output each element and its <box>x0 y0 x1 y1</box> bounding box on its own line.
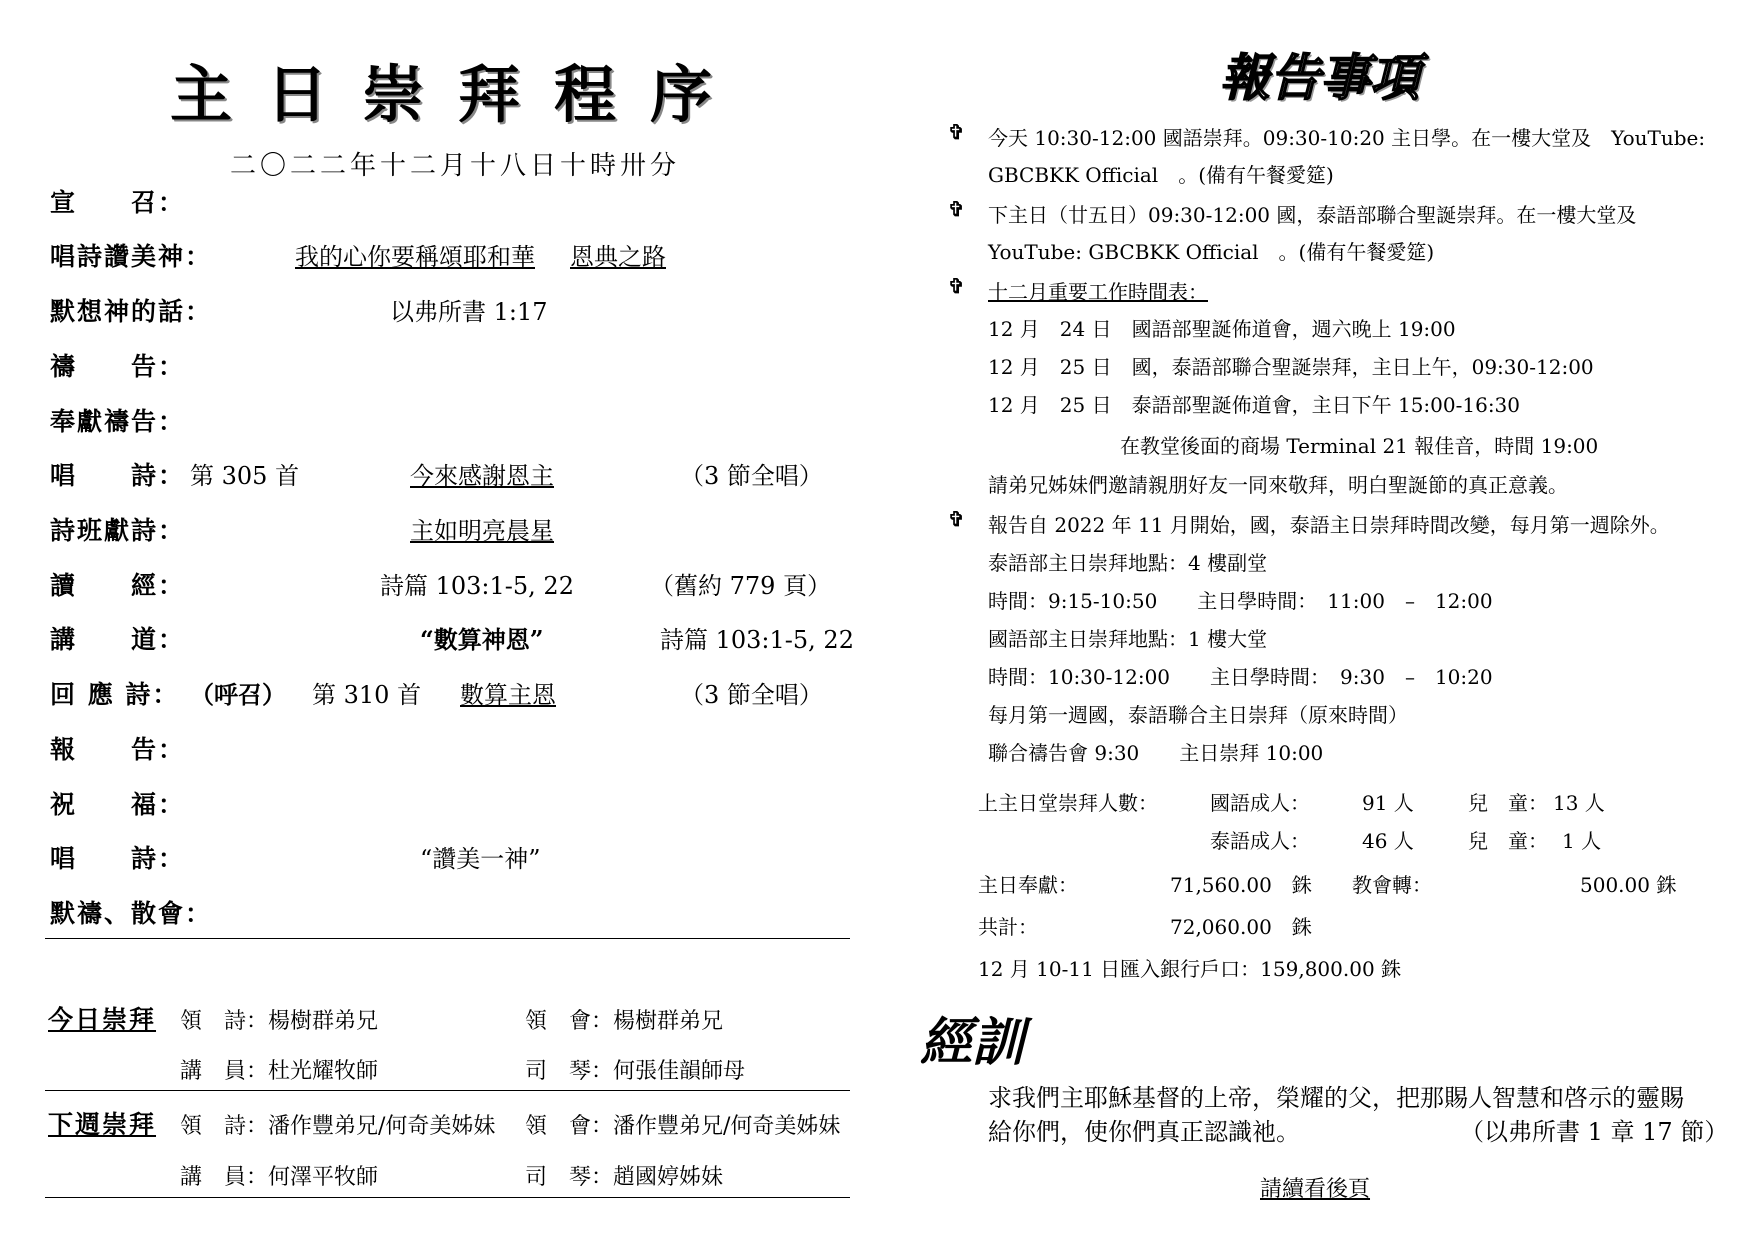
thai-child-label: 兒 童： <box>1468 829 1548 853</box>
mandarin-child-count: 13 人 <box>1553 791 1605 815</box>
scripture-ref: 詩篇 103:1-5, 22 <box>660 626 854 654</box>
offering-label: 主日奉獻： <box>978 873 1078 897</box>
program-row-response <box>50 675 850 715</box>
page-note: （舊約 779 頁） <box>650 572 832 600</box>
schedule-line: 12 月 24 日 國語部聖誕佈道會，週六晚上 19:00 <box>988 317 1456 341</box>
this-week-lead-meeting: 領 會：楊樹群弟兄 <box>525 1009 724 1034</box>
announcement-line: YouTube: GBCBKK Official 。(備有午餐愛筵) <box>988 240 1435 264</box>
program-row-meditation <box>50 292 850 332</box>
transfer-amount: 500.00 銖 <box>1580 873 1677 897</box>
this-week-lead-poem: 領 詩：楊樹群弟兄 <box>180 1009 379 1034</box>
program-row-offering-prayer <box>50 402 850 442</box>
program-label: 報 告： <box>50 735 186 764</box>
next-week-pianist: 司 琴：趙國婷姊妹 <box>525 1165 724 1190</box>
announcements-panel <box>920 0 1740 1241</box>
announcement-line: 報告自 2022 年 11 月開始，國，泰語主日崇拜時間改變，每月第一週除外。 <box>988 513 1670 537</box>
service-date: 二〇二二年十二月十八日十時卅分 <box>229 151 680 181</box>
thai-child-count: 1 人 <box>1562 829 1602 853</box>
hymn-number: 第 310 首 <box>312 681 422 709</box>
schedule-line: 12 月 25 日 泰語部聖誕佈道會，主日下午 15:00-16:30 <box>988 393 1521 417</box>
program-row-closing-hymn <box>50 839 850 879</box>
announcement-line: 泰語部主日崇拜地點：4 樓副堂 <box>988 551 1268 575</box>
offering-amount: 71,560.00 銖 <box>1170 873 1312 897</box>
mandarin-child-label: 兒 童： <box>1468 791 1548 815</box>
program-label: 默想神的話： <box>50 297 213 326</box>
hymn-title: 恩典之路 <box>570 243 666 271</box>
scripture-ref: 以弗所書 1:17 <box>390 298 548 326</box>
verse-reference: （以弗所書 1 章 17 節） <box>1460 1118 1729 1146</box>
next-week-speaker: 講 員：何澤平牧師 <box>180 1165 379 1190</box>
program-label: 詩班獻詩： <box>50 516 186 545</box>
program-label: 奉獻禱告： <box>50 407 186 436</box>
program-title: 主日崇拜程序 <box>170 58 747 131</box>
announcement-line: 今天 10:30-12:00 國語崇拜。09:30-10:20 主日學。在一樓大堂及 YouTube: <box>988 126 1706 150</box>
program-panel <box>0 0 870 1241</box>
next-week-lead-meeting: 領 會：潘作豐弟兄/何奇美姊妹 <box>525 1114 841 1139</box>
this-week-pianist: 司 琴：何張佳韻師母 <box>525 1059 746 1084</box>
announcement-line: 國語部主日崇拜地點：1 樓大堂 <box>988 627 1268 651</box>
hymn-title: “讚美一神” <box>420 845 541 873</box>
thai-adult-label: 泰語成人： <box>1210 829 1310 853</box>
verse-note: （3 節全唱） <box>680 462 823 490</box>
thai-adult-count: 46 人 <box>1362 829 1414 853</box>
announcement-line: GBCBKK Official 。(備有午餐愛筵) <box>988 163 1334 187</box>
program-label: 讀 經： <box>50 571 186 600</box>
program-row-sermon <box>50 620 854 660</box>
total-label: 共計： <box>978 915 1038 939</box>
verse-note: （3 節全唱） <box>680 681 823 709</box>
cross-bullet-icon: ✞ <box>948 507 965 531</box>
program-label: 講 道： <box>50 625 186 654</box>
program-row-blessing <box>50 785 850 825</box>
cross-bullet-icon: ✞ <box>948 274 965 298</box>
mandarin-adult-count: 91 人 <box>1362 791 1414 815</box>
program-row-hymn <box>50 456 850 496</box>
call-note: （呼召） <box>190 680 286 709</box>
scripture-ref: 詩篇 103:1-5, 22 <box>380 572 574 600</box>
program-row-reading <box>50 566 850 606</box>
program-row-dismissal <box>50 894 850 934</box>
hymn-title: 主如明亮晨星 <box>410 517 554 545</box>
verse-line-1: 求我們主耶穌基督的上帝，榮耀的父，把那賜人智慧和啓示的靈賜 <box>988 1084 1684 1112</box>
program-row-choir <box>50 511 850 551</box>
program-label: 宣 召： <box>50 188 186 217</box>
announcement-line: 時間：10:30-12:00 主日學時間： 9:30 – 10:20 <box>988 665 1493 689</box>
program-label: 唱 詩： <box>50 461 186 490</box>
total-amount: 72,060.00 銖 <box>1170 915 1312 939</box>
hymn-number: 第 305 首 <box>190 462 300 490</box>
program-label: 回 應 詩： <box>50 680 180 709</box>
program-label: 唱詩讚美神： <box>50 242 213 271</box>
schedule-line: 在教堂後面的商場 Terminal 21 報佳音，時間 19:00 <box>1120 434 1599 458</box>
hymn-title: 我的心你要稱頌耶和華 <box>295 243 535 271</box>
sermon-title: “數算神恩” <box>420 625 544 654</box>
program-row-prayer <box>50 347 850 387</box>
schedule-heading: 十二月重要工作時間表： <box>988 280 1208 304</box>
this-week-heading: 今日崇拜 <box>48 1005 157 1034</box>
announcement-line: 下主日（廿五日）09:30-12:00 國，泰語部聯合聖誕崇拜。在一樓大堂及 <box>988 203 1637 227</box>
announcements-title: 報告事項 <box>1220 48 1420 107</box>
hymn-title: 今來感謝恩主 <box>410 462 554 490</box>
divider <box>45 1090 850 1091</box>
invitation-line: 請弟兄姊妹們邀請親朋好友一同來敬拜，明白聖誕節的真正意義。 <box>988 473 1568 497</box>
cross-bullet-icon: ✞ <box>948 197 965 221</box>
verse-line-2: 給你們，使你們真正認識祂。 <box>988 1118 1300 1146</box>
hymn-title: 數算主恩 <box>460 681 556 709</box>
announcement-line: 每月第一週國，泰語聯合主日崇拜（原來時間） <box>988 703 1408 727</box>
next-week-heading: 下週崇拜 <box>48 1110 157 1139</box>
divider <box>45 938 850 939</box>
announcement-line: 時間：9:15-10:50 主日學時間： 11:00 – 12:00 <box>988 589 1493 613</box>
program-row-praise <box>50 237 850 277</box>
program-label: 祝 福： <box>50 790 186 819</box>
attendance-label: 上主日堂崇拜人數： <box>978 791 1158 815</box>
program-row-report <box>50 730 850 770</box>
transfer-label: 教會轉： <box>1352 873 1432 897</box>
next-week-lead-poem: 領 詩：潘作豐弟兄/何奇美姊妹 <box>180 1114 496 1139</box>
divider <box>45 1197 850 1198</box>
bank-deposit: 12 月 10-11 日匯入銀行戶口：159,800.00 銖 <box>978 957 1402 981</box>
program-row-call <box>50 183 850 223</box>
program-label: 默禱、散會： <box>50 899 213 928</box>
this-week-speaker: 講 員：杜光耀牧師 <box>180 1059 379 1084</box>
continue-next-page: 請續看後頁 <box>1260 1177 1371 1202</box>
cross-bullet-icon: ✞ <box>948 120 965 144</box>
program-label: 禱 告： <box>50 352 186 381</box>
mandarin-adult-label: 國語成人： <box>1210 791 1310 815</box>
announcement-line: 聯合禱告會 9:30 主日崇拜 10:00 <box>988 741 1324 765</box>
verse-title: 經訓 <box>920 1012 1025 1073</box>
program-label: 唱 詩： <box>50 844 186 873</box>
schedule-line: 12 月 25 日 國，泰語部聯合聖誕崇拜，主日上午，09:30-12:00 <box>988 355 1594 379</box>
